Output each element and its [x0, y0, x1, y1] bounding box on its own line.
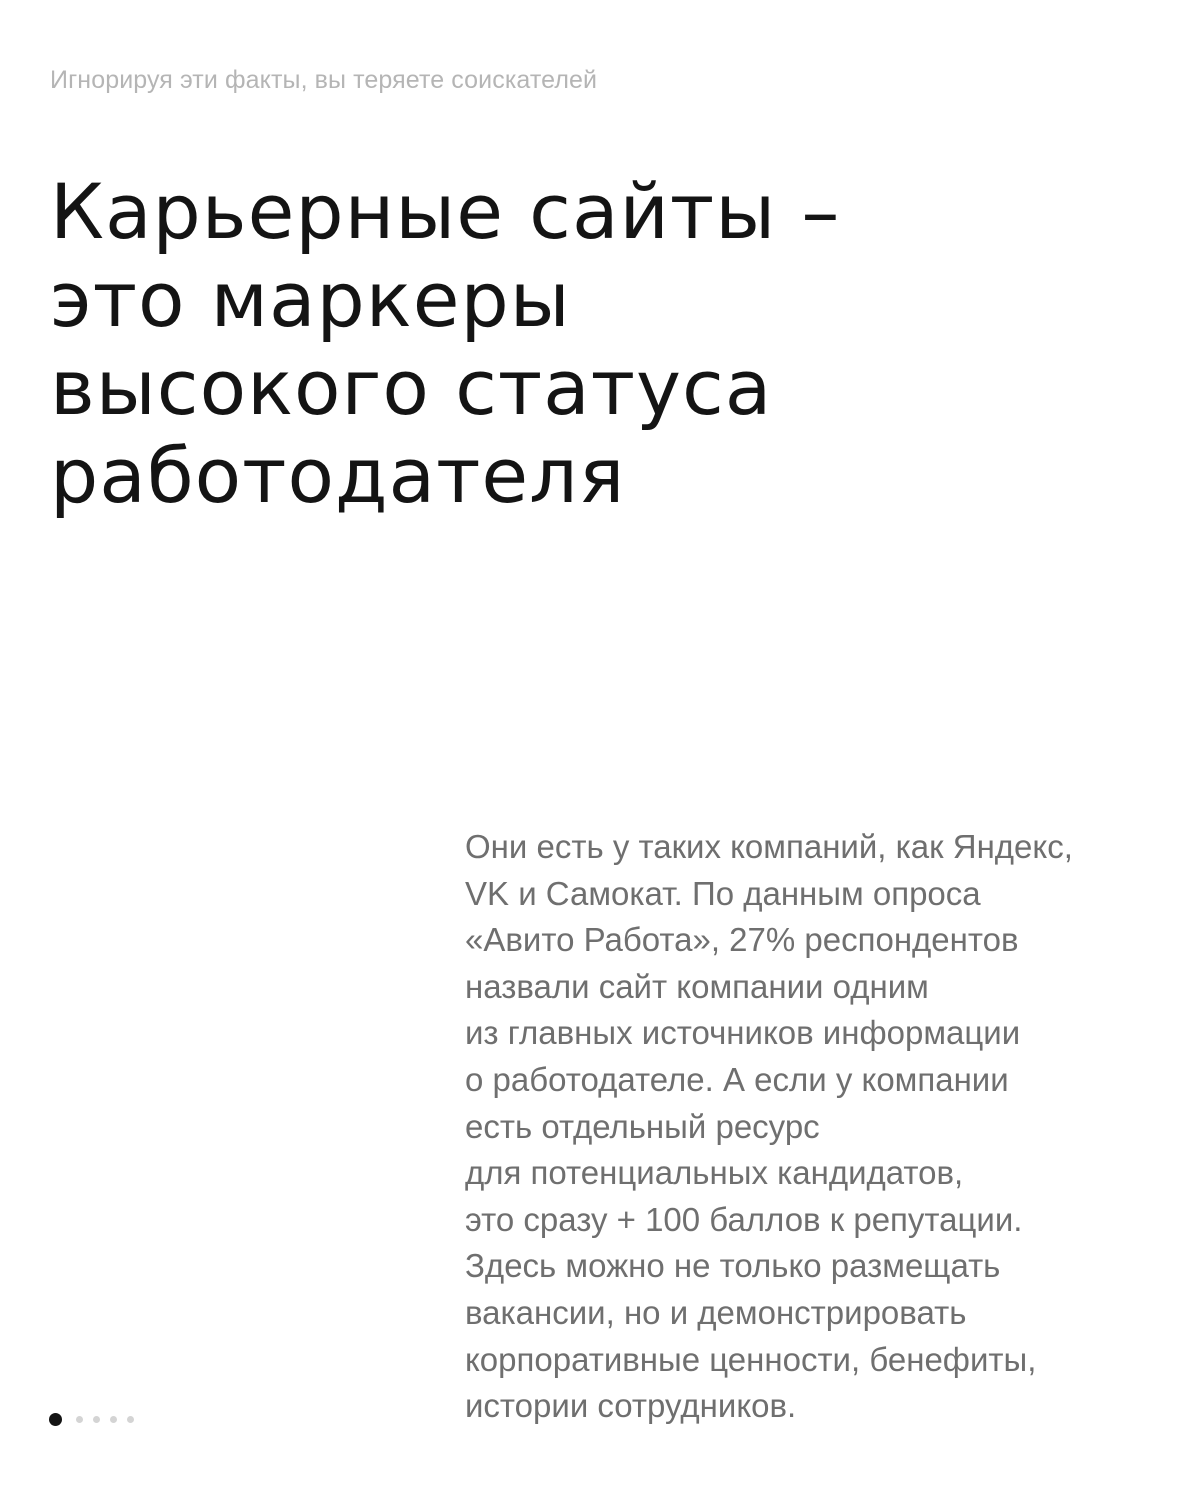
- headline-line: это маркеры: [50, 255, 571, 344]
- body-line: корпоративные ценности, бенефиты,: [465, 1340, 1037, 1378]
- body-line: VK и Самокат. По данным опроса: [465, 874, 981, 912]
- pagination-dot-active[interactable]: [49, 1413, 62, 1426]
- pagination-dot[interactable]: [110, 1416, 117, 1423]
- pagination-dot[interactable]: [127, 1416, 134, 1423]
- headline-line: высокого статуса: [50, 343, 773, 432]
- body-line: это сразу + 100 баллов к репутации.: [465, 1200, 1023, 1238]
- body-line: есть отдельный ресурс: [465, 1107, 820, 1145]
- body-line: истории сотрудников.: [465, 1387, 797, 1425]
- eyebrow-caption: Игнорируя эти факты, вы теряете соискателей: [50, 66, 598, 94]
- pagination-dots: [49, 1413, 134, 1426]
- body-paragraph: [465, 824, 1180, 1430]
- body-line: о работодателе. А если у компании: [465, 1060, 1009, 1098]
- body-line: вакансии, но и демонстрировать: [465, 1293, 967, 1331]
- pagination-dot[interactable]: [93, 1416, 100, 1423]
- body-line: «Авито Работа», 27% респондентов: [465, 921, 1019, 959]
- body-line: Они есть у таких компаний, как Яндекс,: [465, 828, 1073, 865]
- headline-line: работодателя: [50, 431, 626, 520]
- body-line: назвали сайт компании одним: [465, 967, 929, 1005]
- body-line: для потенциальных кандидатов,: [465, 1154, 964, 1192]
- pagination-dot[interactable]: [76, 1416, 83, 1423]
- body-line: Здесь можно не только размещать: [465, 1247, 1001, 1285]
- body-line: из главных источников информации: [465, 1014, 1021, 1052]
- headline: [50, 168, 1050, 520]
- headline-line: Карьерные сайты –: [50, 167, 841, 256]
